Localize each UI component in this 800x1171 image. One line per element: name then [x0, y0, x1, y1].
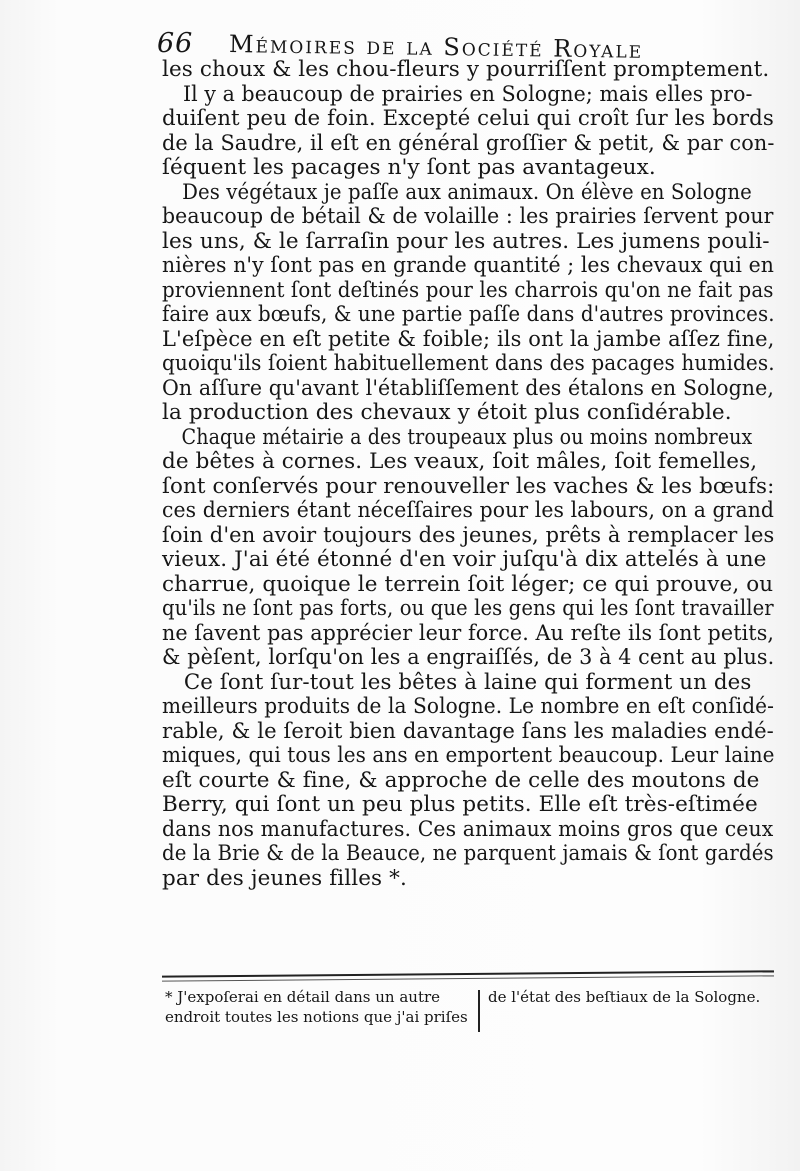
text-line: les choux & les chou-fleurs y pourriſſent promptement. — [162, 57, 770, 82]
text-line: & pèſent, lorſqu'on les a engraiſſés, de 3 à 4 cent au plus. — [162, 645, 775, 670]
text-line: proviennent ſont deſtinés pour les charrois qu'on ne fait pas — [162, 277, 774, 303]
footnote-right-column — [488, 987, 760, 1007]
text-line: ſéquent les pacages n'y ſont pas avantageux. — [162, 155, 656, 180]
text-line: les uns, & le ſarraſin pour les autres. Les jumens pouli- — [162, 228, 770, 254]
text-line: de la Saudre, il eſt en général groſſier & petit, & par con- — [162, 130, 775, 156]
running-title: Mémoires de la Société Royale — [228, 30, 644, 64]
text-line: la production des chevaux y étoit plus conſidérable. — [162, 400, 732, 425]
text-line: charrue, quoique le terrein ſoit léger; ce qui prouve, ou — [162, 571, 774, 597]
body-text — [162, 57, 775, 891]
text-line: beaucoup de bétail & de volaille : les prairies ſervent pour — [162, 204, 774, 229]
text-line: duiſent peu de foin. Excepté celui qui croît ſur les bords — [162, 106, 774, 131]
footnote-column-divider — [478, 990, 480, 1032]
footnote-line: de l'état des beſtiaux de la Sologne. — [488, 988, 761, 1006]
page-header — [157, 24, 717, 64]
text-line: Chaque métairie a des troupeaux plus ou moins nombreux — [181, 424, 753, 450]
text-line: vieux. J'ai été étonné d'en voir juſqu'à dix attelés à une — [162, 547, 767, 572]
text-line: ſont conſervés pour renouveller les vaches & les bœufs: — [162, 473, 775, 499]
footnote-line: endroit toutes les notions que j'ai priſes — [165, 1008, 468, 1026]
text-line: de la Brie & de la Beauce, ne parquent jamais & ſont gardés — [162, 841, 774, 866]
text-line: faire aux bœufs, & une partie paſſe dans d'autres provinces. — [162, 302, 775, 327]
text-line: On aſſure qu'avant l'établiſſement des étalons en Sologne, — [162, 375, 775, 401]
text-line: ne ſavent pas apprécier leur force. Au reſte ils ſont petits, — [162, 620, 775, 646]
text-line: de bêtes à cornes. Les veaux, ſoit mâles, ſoit femelles, — [162, 449, 758, 474]
page-number: 66 — [157, 28, 194, 59]
text-line: nières n'y ſont pas en grande quantité ; les chevaux qui en — [162, 253, 774, 278]
text-line: Berry, qui ſont un peu plus petits. Elle eſt très-eſtimée — [162, 792, 758, 817]
text-line: ſoin d'en avoir toujours des jeunes, prêts à remplacer les — [162, 522, 775, 548]
text-line: L'eſpèce en eſt petite & foible; ils ont la jambe aſſez fine, — [162, 326, 775, 352]
footnote-left-column — [165, 987, 468, 1027]
text-line: Il y a beaucoup de prairies en Sologne; mais elles pro- — [182, 81, 753, 107]
text-line: eſt courte & fine, & approche de celle des moutons de — [162, 767, 760, 793]
text-line: miques, qui tous les ans en emportent beaucoup. Leur laine — [162, 743, 775, 768]
text-line: ces derniers étant néceſſaires pour les labours, on a grand — [162, 498, 775, 523]
footnote-line: * J'expoſerai en détail dans un autre — [165, 988, 441, 1006]
text-line: dans nos manufactures. Ces animaux moins gros que ceux — [162, 816, 774, 842]
text-line: par des jeunes filles *. — [162, 865, 407, 891]
text-line: quoiqu'ils ſoient habituellement dans des pacages humides. — [162, 351, 775, 376]
text-line: rable, & le ſeroit bien davantage ſans les maladies endé- — [162, 718, 774, 744]
text-line: qu'ils ne ſont pas forts, ou que les gens qui les ſont travailler — [162, 596, 774, 621]
text-line: Ce ſont ſur-tout les bêtes à laine qui forment un des — [183, 669, 752, 695]
text-line: meilleurs produits de la Sologne. Le nombre en eſt conſidé- — [162, 694, 775, 719]
text-line: Des végétaux je paſſe aux animaux. On élève en Sologne — [182, 179, 752, 205]
